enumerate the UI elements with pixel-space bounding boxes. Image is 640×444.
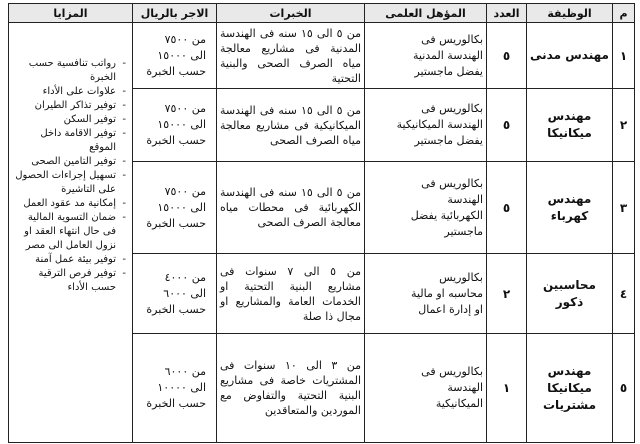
benefit-item: - رواتب تنافسية حسب الخبرة xyxy=(12,57,126,85)
pay-line: الى ١٥٠٠٠ xyxy=(157,118,206,131)
qualification-line: او إدارة اعمال xyxy=(418,302,483,316)
header-index: م xyxy=(613,4,635,23)
qualification-line: الهندسة xyxy=(447,381,483,394)
qualification xyxy=(365,23,487,89)
job-title-line: مهندس xyxy=(547,363,592,378)
job-title-line: مشتريات xyxy=(542,397,597,412)
job-title-line: ذكور xyxy=(555,294,584,309)
pay-line: الى ١٠٠٠٠ xyxy=(157,381,206,394)
benefits-list xyxy=(12,57,126,295)
qualification-line: يفضل ماجستير xyxy=(414,134,483,147)
qualification-line: يفضل ماجستير xyxy=(414,64,483,78)
pay-line: حسب الخبرة xyxy=(146,397,206,410)
qualification-line: ماجستير xyxy=(444,224,483,238)
pay-line: من ٧٥٠٠ xyxy=(164,102,206,115)
benefit-item: - توفير بيئة عمل آمنة xyxy=(12,253,126,267)
experience: من ٥ الى ٧ سنوات فى مشاريع البنية التحتية او الخدمات العامة والمشاريع او مجال ذا صلة xyxy=(217,254,365,334)
jobs-table xyxy=(8,3,635,443)
job-count: ٥ xyxy=(487,23,527,89)
header-count: العدد xyxy=(487,4,527,23)
experience: من ٥ الى ١٥ سنه فى الهندسة الميكانيكية فى مشاريع معالجة مياه الصرف الصحى xyxy=(217,89,365,162)
header-pay: الاجر بالريال xyxy=(133,4,217,23)
qualification-line: بكالوريس فى xyxy=(421,32,483,46)
benefit-item: - توفير السكن xyxy=(12,113,126,127)
pay-line: حسب الخبرة xyxy=(146,216,206,230)
qualification-line: الهندسة المدنية xyxy=(412,48,483,62)
qualification xyxy=(365,254,487,334)
pay-line: الى ١٥٠٠٠ xyxy=(157,48,206,62)
row-index: ٤ xyxy=(613,254,635,334)
row-index: ٥ xyxy=(613,334,635,443)
benefit-item: - توفير فرص الترقية حسب الأداء xyxy=(12,267,126,295)
qualification xyxy=(365,89,487,162)
benefit-item: - تسهيل إجراءات الحصول على التاشيرة xyxy=(12,169,126,197)
job-title-line: ميكانيكا xyxy=(547,380,592,395)
job-title xyxy=(527,162,613,254)
pay xyxy=(133,23,217,89)
pay-line: الى ٦٠٠٠ xyxy=(163,286,206,300)
benefit-item: - ضمان التسوية المالية فى حال انتهاء العقد او نزول العامل الى مصر xyxy=(12,211,126,253)
row-index: ١ xyxy=(613,23,635,89)
qualification-line: الميكانيكية xyxy=(435,397,483,410)
qualification xyxy=(365,334,487,443)
job-title-line: محاسبين xyxy=(543,277,596,292)
table-row xyxy=(9,23,635,89)
benefit-item: - توفير تذاكر الطيران xyxy=(12,99,126,113)
pay-line: من ٦٠٠٠ xyxy=(164,365,206,378)
row-index: ٣ xyxy=(613,162,635,254)
qualification xyxy=(365,162,487,254)
job-title-line: كهرباء xyxy=(550,208,589,223)
job-title-line: مهندس مدنى xyxy=(530,48,609,62)
qualification-line: بكالوريس xyxy=(439,270,483,284)
benefit-item: - علاوات على الأداء xyxy=(12,85,126,99)
qualification-line: بكالوريس فى xyxy=(421,176,483,190)
pay-line: الى ١٥٠٠٠ xyxy=(157,200,206,214)
job-title-line: ميكانيكا xyxy=(547,126,592,140)
experience: من ٥ الى ١٥ سنه فى الهندسة الكهربائية فى محطات مياه معالجة الصرف الصحى xyxy=(217,162,365,254)
job-title-line: مهندس xyxy=(547,109,592,123)
pay xyxy=(133,334,217,443)
qualification-line: محاسبه او مالية xyxy=(411,286,483,300)
qualification-line: الكهربائية يفضل xyxy=(410,208,483,222)
pay-line: حسب الخبرة xyxy=(146,134,206,147)
jobs-table-container xyxy=(8,3,634,441)
pay-line: من ٤٠٠٠ xyxy=(164,270,206,284)
job-title xyxy=(527,89,613,162)
header-benefits: المزايا xyxy=(9,4,133,23)
benefit-item: - توفير الاقامة داخل الموقع xyxy=(12,127,126,155)
pay-line: من ٧٥٠٠ xyxy=(164,32,206,46)
pay-line: حسب الخبرة xyxy=(146,64,206,78)
qualification-line: بكالوريس فى xyxy=(421,365,483,378)
job-title-line: مهندس xyxy=(547,191,592,206)
qualification-line: الهندسة xyxy=(447,192,483,206)
benefit-item: - إمكانية مد عقود العمل xyxy=(12,197,126,211)
experience: من ٣ الى ١٠ سنوات فى المشتريات خاصة فى مشاريع البنية التحتية والتفاوض مع الموردين والمتعاقدين xyxy=(217,334,365,443)
header-qualification: المؤهل العلمى xyxy=(365,4,487,23)
job-count: ٥ xyxy=(487,89,527,162)
job-count: ٢ xyxy=(487,254,527,334)
qualification-line: بكالوريس فى xyxy=(421,102,483,115)
header-row xyxy=(9,4,635,23)
pay xyxy=(133,89,217,162)
job-title xyxy=(527,334,613,443)
pay xyxy=(133,162,217,254)
job-title xyxy=(527,254,613,334)
header-job: الوظيفة xyxy=(527,4,613,23)
job-count: ٥ xyxy=(487,162,527,254)
qualification-line: الهندسة الميكانيكية xyxy=(396,118,483,131)
benefits-cell xyxy=(9,23,133,443)
pay-line: حسب الخبرة xyxy=(146,302,206,316)
job-count: ١ xyxy=(487,334,527,443)
header-experience: الخبرات xyxy=(217,4,365,23)
pay-line: من ٧٥٠٠ xyxy=(164,184,206,198)
row-index: ٢ xyxy=(613,89,635,162)
experience: من ٥ الى ١٥ سنه فى الهندسة المدنية فى مشاريع معالجة مياه الصرف الصحى والبنية التحتية xyxy=(217,23,365,89)
pay xyxy=(133,254,217,334)
job-title xyxy=(527,23,613,89)
benefit-item: - توفير التامين الصحى xyxy=(12,155,126,169)
